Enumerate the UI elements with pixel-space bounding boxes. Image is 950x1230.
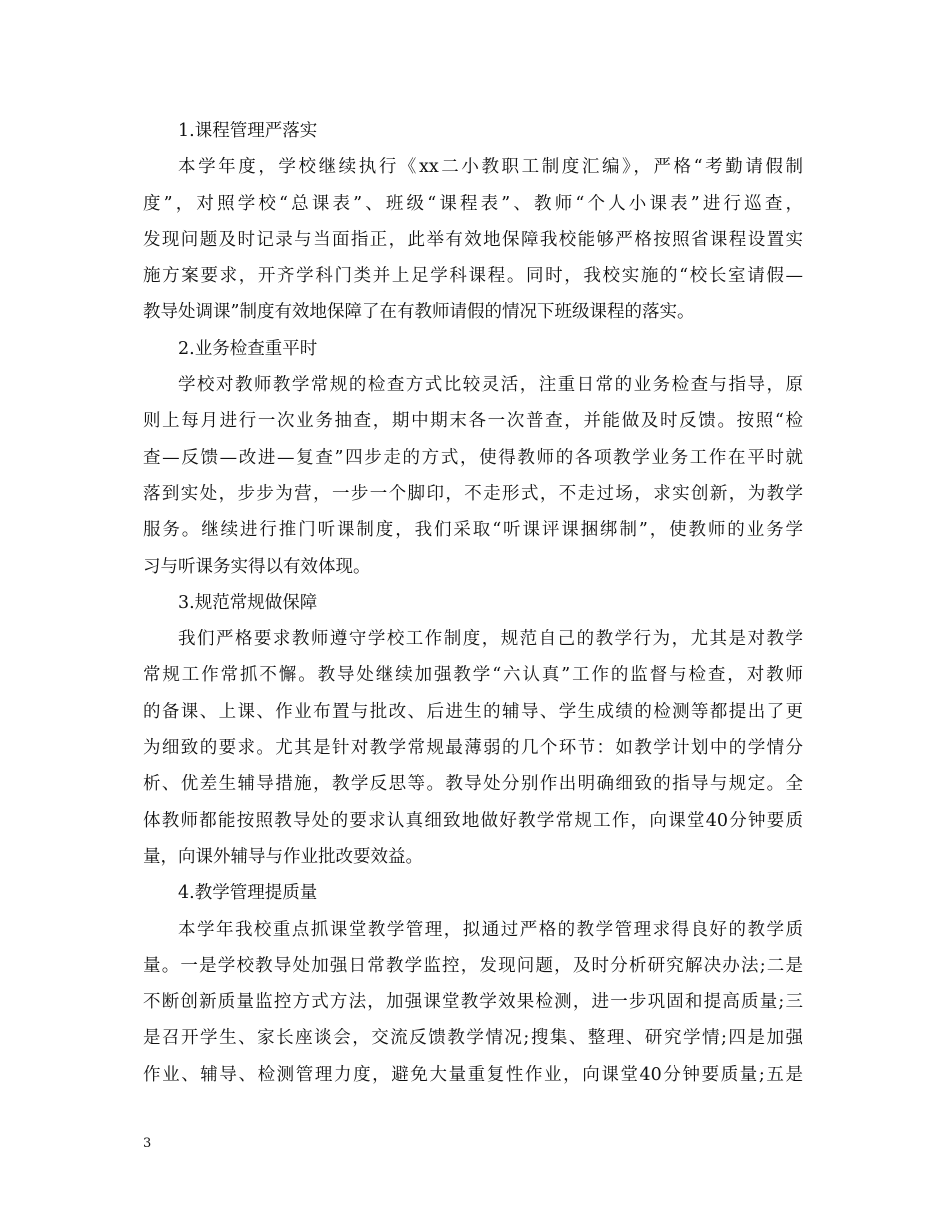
paragraph-line: 量。一是学校教导处加强日常教学监控，发现问题，及时分析研究解决办法;二是 bbox=[143, 955, 803, 976]
document-body bbox=[143, 113, 803, 1093]
page-number: 3 bbox=[143, 1136, 152, 1151]
paragraph-line: 服务。继续进行推门听课制度，我们采取“听课评课捆绑制”，使教师的业务学 bbox=[143, 520, 803, 541]
paragraph-line: 本学年度，学校继续执行《xx二小教职工制度汇编》，严格“考勤请假制 bbox=[178, 157, 803, 178]
paragraph-line: 的备课、上课、作业布置与批改、后进生的辅导、学生成绩的检测等都提出了更 bbox=[143, 701, 803, 722]
paragraph-line: 度”，对照学校“总课表”、班级“课程表”、教师“个人小课表”进行巡查， bbox=[143, 193, 803, 214]
paragraph-line: 落到实处，步步为营，一步一个脚印，不走形式，不走过场，求实创新，为教学 bbox=[143, 483, 803, 504]
paragraph-line: 作业、辅导、检测管理力度，避免大量重复性作业，向课堂40分钟要质量;五是 bbox=[143, 1064, 803, 1085]
paragraph-line: 发现问题及时记录与当面指正，此举有效地保障我校能够严格按照省课程设置实 bbox=[143, 229, 803, 250]
paragraph-line: 则上每月进行一次业务抽查，期中期末各一次普查，并能做及时反馈。按照“检 bbox=[143, 411, 803, 432]
paragraph-line: 习与听课务实得以有效体现。 bbox=[143, 556, 371, 577]
paragraph-line: 施方案要求，开齐学科门类并上足学科课程。同时，我校实施的“校长室请假— bbox=[143, 266, 803, 287]
paragraph-line: 不断创新质量监控方式方法，加强课堂教学效果检测，进一步巩固和提高质量;三 bbox=[143, 992, 803, 1013]
paragraph-line: 是召开学生、家长座谈会，交流反馈教学情况;搜集、整理、研究学情;四是加强 bbox=[143, 1028, 803, 1049]
paragraph-line: 我们严格要求教师遵守学校工作制度，规范自己的教学行为，尤其是对教学 bbox=[178, 629, 803, 650]
paragraph-line: 析、优差生辅导措施，教学反思等。教导处分别作出明确细致的指导与规定。全 bbox=[143, 774, 803, 795]
paragraph-line: 为细致的要求。尤其是针对教学常规最薄弱的几个环节：如教学计划中的学情分 bbox=[143, 738, 803, 759]
paragraph-line: 教导处调课”制度有效地保障了在有教师请假的情况下班级课程的落实。 bbox=[143, 302, 695, 323]
paragraph-line: 本学年我校重点抓课堂教学管理，拟通过严格的教学管理求得良好的教学质 bbox=[178, 919, 803, 940]
section-heading: 2.业务检查重平时 bbox=[178, 338, 318, 359]
paragraph-line: 学校对教师教学常规的检查方式比较灵活，注重日常的业务检查与指导，原 bbox=[178, 375, 803, 396]
paragraph-line: 常规工作常抓不懈。教导处继续加强教学“六认真”工作的监督与检查，对教师 bbox=[143, 665, 803, 686]
paragraph-line: 查—反馈—改进—复查”四步走的方式，使得教师的各项教学业务工作在平时就 bbox=[143, 447, 803, 468]
section-heading: 3.规范常规做保障 bbox=[178, 592, 318, 613]
paragraph-line: 量，向课外辅导与作业批改要效益。 bbox=[143, 846, 423, 867]
section-heading: 1.课程管理严落实 bbox=[178, 121, 318, 141]
paragraph-line: 体教师都能按照教导处的要求认真细致地做好教学常规工作，向课堂40分钟要质 bbox=[143, 810, 803, 831]
section-heading: 4.教学管理提质量 bbox=[178, 883, 318, 904]
